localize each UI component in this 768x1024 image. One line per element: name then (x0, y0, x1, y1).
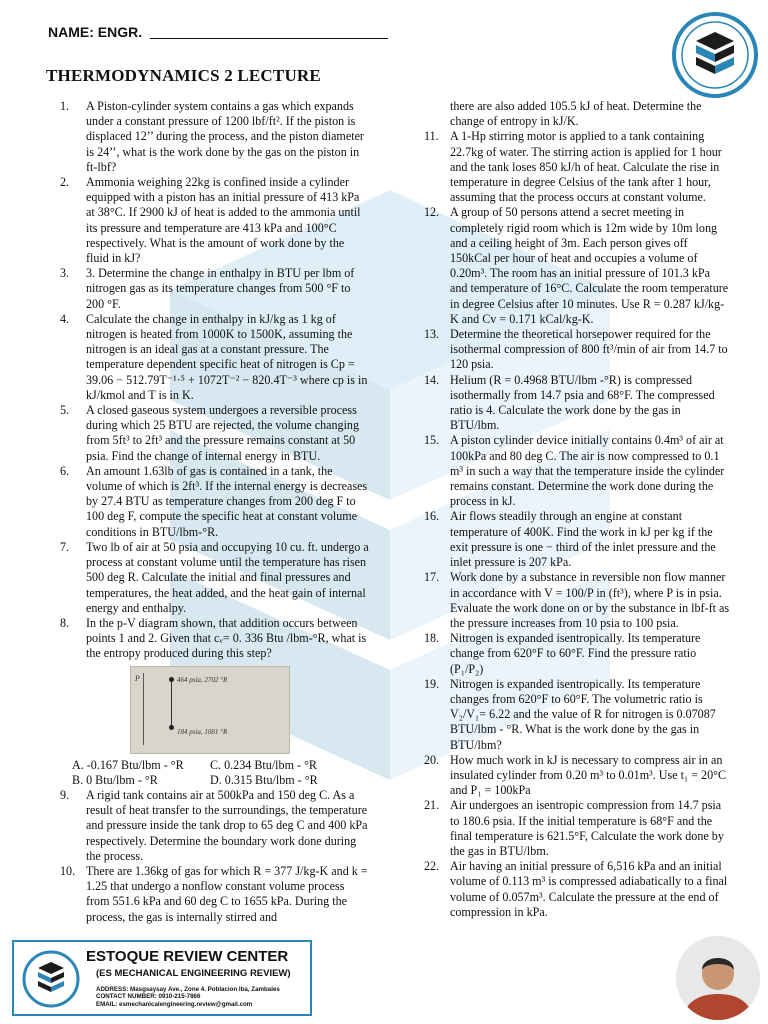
problem-item (60, 616, 370, 662)
problem-number: 11. (424, 129, 439, 144)
page-title: THERMODYNAMICS 2 LECTURE (46, 66, 321, 85)
problem-number: 17. (424, 570, 440, 585)
problem-number: 2. (60, 175, 70, 190)
problem-text: In the p-V diagram shown, that addition occurs between points 1 and 2. Given that cᵥ= 0. 336 Btu /lbm-°R, what is the entropy produced during this step? (86, 615, 367, 661)
footer-email: EMAIL: esmechanicalengineering.review@gmail.com (96, 1000, 253, 1008)
problem-number: 19. (424, 676, 440, 691)
problem-item (424, 129, 730, 205)
pv-diagram (130, 666, 290, 754)
instructor-avatar (676, 936, 760, 1020)
problem-text: Determine the theoretical horsepower required for the isothermal compression of 800 ft³/min of air from 14.7 to 120 psia. (450, 327, 728, 372)
footer-name: ESTOQUE REVIEW CENTER (86, 948, 289, 965)
problem-text: A closed gaseous system undergoes a reversible process during which 25 BTU are rejected, the volume changing from 5ft³ to 2ft³ and the pressure remains constant at 50 psia. Find the change of internal energy in BTU. (86, 403, 360, 463)
problem-item (60, 312, 370, 403)
problem-number: 3. (60, 266, 70, 281)
problem-number: 18. (424, 631, 440, 646)
problem-10-continuation: there are also added 105.5 kJ of heat. Determine the change of entropy in kJ/K. (450, 99, 702, 129)
problem-text: Air undergoes an isentropic compression from 14.7 psia to 180.6 psia. If the initial temperature is 68°F and the final temperature is 621.5°F, Calculate the work done by the gas in BTU/lbm. (450, 798, 724, 858)
right-column (424, 99, 730, 920)
problem-item (60, 175, 370, 266)
problem-number: 14. (424, 372, 440, 387)
name-field (48, 24, 388, 40)
name-label: NAME: ENGR. (48, 24, 143, 40)
problem-text: A group of 50 persons attend a secret meeting in completely rigid room which is 12m wide by 10m long and a ceiling height of 3m. Each person gives off 150kCal per hour of heat and occupies a volume of 0.20m³. The room has an initial pressure of 101.3 kPa and temperature of 16°C. Calculate the room temperature in degree Celsius after 10 minutes. Use R = 0.287 kJ/kg-K and Cv = 0.171 kCal/kg-K. (450, 205, 729, 326)
problem-number: 16. (424, 509, 440, 524)
problem-text: Helium (R = 0.4968 BTU/lbm -°R) is compressed isothermally from 14.7 psia and 68°F. The compressed ratio is 4. Calculate the work done by the gas in BTU/lbm. (450, 372, 715, 433)
footer-subtitle: (ES MECHANICAL ENGINEERING REVIEW) (96, 968, 291, 979)
problem-item (60, 266, 370, 312)
problem-item (424, 570, 730, 631)
problem-number: 7. (60, 539, 70, 554)
footer-banner (12, 940, 312, 1016)
problem-item (424, 373, 730, 434)
problem-item (424, 677, 730, 753)
footer-contact: CONTACT NUMBER: 0910-215-7866 (96, 993, 201, 1001)
problem-text: Air having an initial pressure of 6,516 kPa and an initial volume of 0.113 m³ is compressed adiabatically to a final volume of 0.057m³. Calculate the pressure at the end of compression in kPa. (450, 859, 728, 919)
es-logo (672, 12, 758, 98)
pv-axis-label: P (135, 673, 140, 683)
problem-number: 4. (60, 311, 70, 326)
problem-text: A rigid tank contains air at 500kPa and 150 deg C. As a result of heat transfer to the surroundings, the temperature and pressure inside the tank drop to 65 deg C and 400 kPa respectively. Determine the boundary work done during the process. (86, 787, 368, 863)
problem-text: Air flows steadily through an engine at constant temperature of 400K. Find the work in kJ per kg if the exit pressure is one − third of the inlet pressure and the inlet pressure is 207 kPa. (450, 509, 716, 570)
problem-number: 12. (424, 205, 440, 220)
problem-item (60, 403, 370, 464)
problem-text: How much work in kJ is necessary to compress air in an insulated cylinder from 0.20 m³ to 0.01m³. Use t₁ = 20°C and P₁ = 100kPa (450, 752, 727, 798)
problem-item (424, 509, 730, 570)
problem-item (60, 788, 370, 864)
problem-number: 10. (60, 863, 76, 878)
problem-number: 15. (424, 433, 440, 448)
problem-item (424, 859, 730, 920)
problem-number: 22. (424, 859, 440, 874)
problem-text: Calculate the change in enthalpy in kJ/kg as 1 kg of nitrogen is heated from 1000K to 1500K, assuming the nitrogen is an ideal gas at a constant pressure. The temperature dependent specific heat of nitrogen is Cp = 39.06 − 512.79T⁻¹·⁵ + 1072T⁻² − 820.4T⁻³ where cp is in kJ/kmol and T is in K. (86, 311, 368, 402)
problem-item (60, 464, 370, 540)
problem-number: 9. (60, 787, 70, 802)
problem-number: 6. (60, 463, 70, 478)
answer-choices (72, 758, 370, 788)
problem-text: 3. Determine the change in enthalpy in BTU per lbm of nitrogen gas as its temperature changes from 500 °F to 200 °F. (86, 266, 355, 311)
problem-item (60, 99, 370, 175)
problem-text: An amount 1.63lb of gas is contained in a tank, the volume of which is 2ft³. If the internal energy is decreases by 27.4 BTU as temperature changes from 200 deg F to 100 deg F, compute the specific heat at constant volume conditions in BTU/lbm-°R. (86, 463, 368, 539)
problem-item (424, 753, 730, 799)
problem-text: Nitrogen is expanded isentropically. Its temperature changes from 620°F to 60°F. The volumetric ratio is V₂/V₁= 6.22 and the value of R for nitrogen is 0.07087 BTU/lbm - °R. What is the work done by the gas in BTU/lbm? (450, 676, 716, 752)
problem-text: Two lb of air at 50 psia and occupying 10 cu. ft. undergo a process at constant volume until the temperature has risen 500 deg R. Calculate the initial and final pressures and temperatures, the heat added, and the heat gain of internal energy and enthalpy. (86, 539, 369, 615)
problem-item (424, 798, 730, 859)
pv-bottom-label: 184 psia, 1081 °R (177, 727, 228, 736)
problem-item (424, 631, 730, 677)
footer-contact-block (96, 986, 280, 1008)
footer-address: ADDRESS: Masgsaysay Ave., Zone 4. Poblacion Iba, Zambales (96, 986, 280, 993)
pv-point-2 (169, 677, 174, 682)
left-column (60, 99, 370, 925)
problem-number: 13. (424, 327, 440, 342)
problem-number: 5. (60, 403, 70, 418)
problem-text: A 1-Hp stirring motor is applied to a tank containing 22.7kg of water. The stirring action is applied for 1 hour and the tank loses 850 kJ/h of heat. Calculate the rise in temperature in degree Celsius of the tank after 1 hour, assuming that the process occurs at constant volume. (450, 129, 722, 205)
name-underline (150, 38, 388, 39)
problem-text: Nitrogen is expanded isentropically. Its temperature change from 620°F to 60°F. Find the pressure ratio (P₁/P₂) (450, 631, 701, 676)
pv-point-1 (169, 725, 174, 730)
problem-item (60, 540, 370, 616)
choice-d: D. 0.315 Btu/lbm - °R (210, 772, 318, 787)
problem-text: There are 1.36kg of gas for which R = 377 J/kg-K and k = 1.25 that undergo a nonflow constant volume process from 551.6 kPa and 60 deg C to 1655 kPa. During the process, the gas is internally stirred and (86, 863, 368, 924)
choice-b: B. 0 Btu/lbm - °R (72, 772, 158, 787)
footer-logo (22, 948, 80, 1010)
problem-text: A piston cylinder device initially contains 0.4m³ of air at 100kPa and 80 deg C. The air is now compressed to 0.1 m³ in such a way that the temperature inside the cylinder remains constant. Determine the work done during the process in kJ. (450, 433, 725, 509)
problem-item (424, 327, 730, 373)
problem-number: 20. (424, 752, 440, 767)
problem-number: 1. (60, 99, 70, 113)
pv-top-label: 464 psia, 2702 °R (177, 675, 228, 684)
problem-item (60, 864, 370, 925)
pv-process-line (171, 679, 172, 727)
choice-c: C. 0.234 Btu/lbm - °R (210, 757, 317, 772)
problem-number: 21. (424, 798, 440, 813)
pv-axis (143, 673, 144, 745)
problem-text: Work done by a substance in reversible non flow manner in accordance with V = 100/P in (ft³), where P is in psia. Evaluate the work done on or by the substance in lbf-ft as the pressure increases from 10 psia to 100 psia. (450, 570, 730, 630)
problem-text: A Piston-cylinder system contains a gas which expands under a constant pressure of 1200 lbf/ft². If the piston is displaced 12’’ during the process, and the piston diameter is 24’’, what is the work done by the gas on the piston in ft-lbf? (86, 99, 364, 174)
problem-item (424, 433, 730, 509)
problem-number: 8. (60, 615, 70, 630)
problem-text: Ammonia weighing 22kg is confined inside a cylinder equipped with a piston has an initial pressure of 413 kPa at 38°C. If 2900 kJ of heat is added to the ammonia until its pressure and temperature are 413 kPa and 100°C respectively. What is the amount of work done by the fluid in kJ? (86, 175, 361, 266)
problem-item (424, 205, 730, 327)
choice-a: A. -0.167 Btu/lbm - °R (72, 757, 184, 772)
